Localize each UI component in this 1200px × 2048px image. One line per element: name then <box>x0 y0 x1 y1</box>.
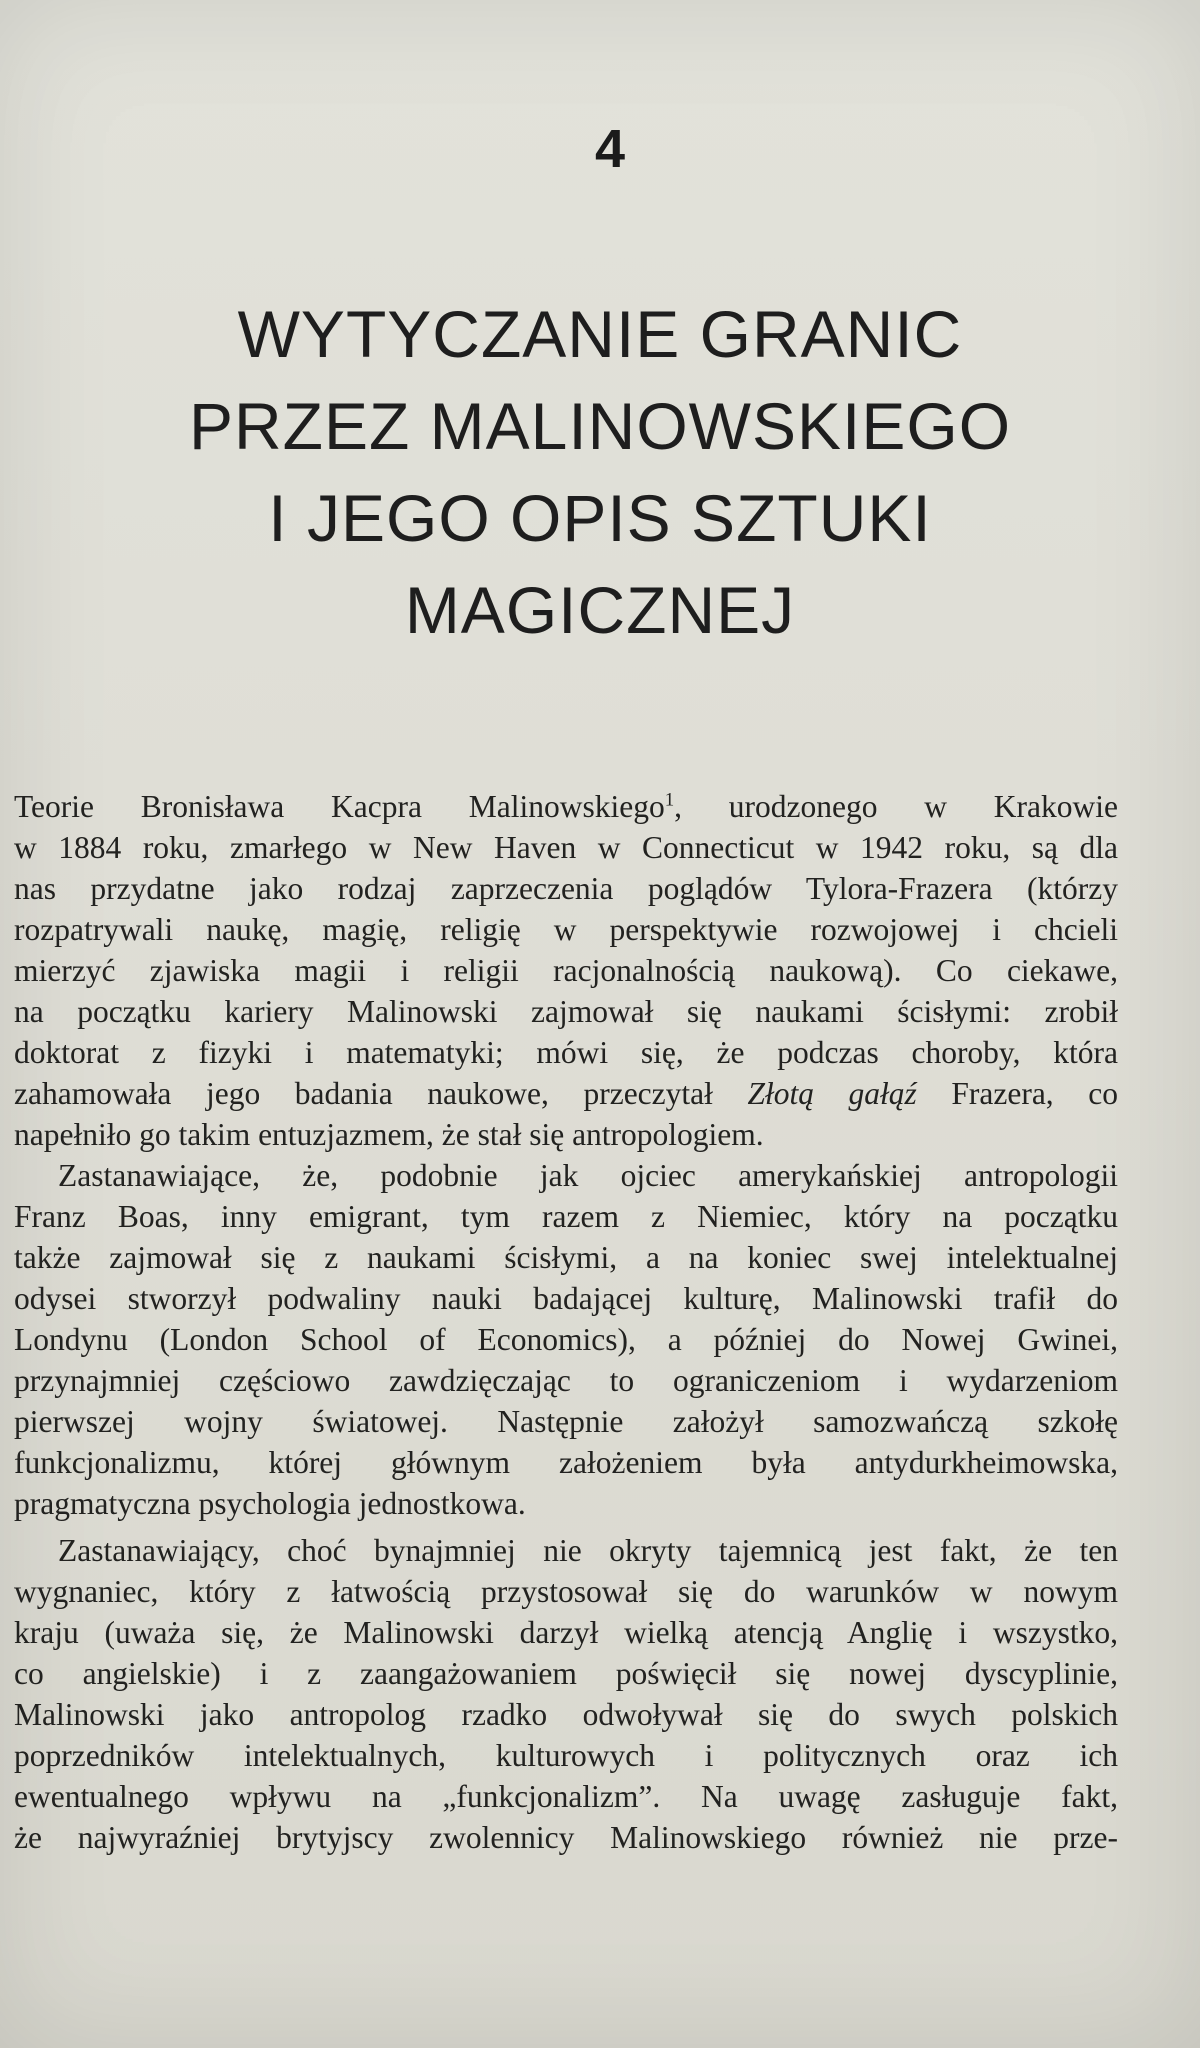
text-line: pierwszej wojny światowej. Następnie założył samozwańczą szkołę <box>14 1404 1118 1439</box>
text-line <box>14 786 1118 827</box>
chapter-title-line: MAGICZNEJ <box>404 573 796 647</box>
text-line: pragmatyczna psychologia jednostkowa. <box>14 1486 526 1521</box>
text-line: doktorat z fizyki i matematyki; mówi się, że podczas choroby, która <box>14 1035 1118 1070</box>
text-segment: Frazera, co <box>916 1076 1118 1111</box>
text-line: nas przydatne jako rodzaj zaprzeczenia poglądów Tylora-Frazera (którzy <box>14 871 1118 906</box>
chapter-title <box>100 288 1100 656</box>
paragraph <box>14 786 1118 1155</box>
text-line: wygnaniec, który z łatwością przystosował się do warunków w nowym <box>14 1574 1118 1609</box>
chapter-number: 4 <box>594 119 626 179</box>
chapter-title-line: I JEGO OPIS SZTUKI <box>268 481 932 555</box>
text-line: odysei stworzył podwaliny nauki badającej kulturę, Malinowski trafił do <box>14 1281 1118 1316</box>
text-line: Zastanawiający, choć bynajmniej nie okryty tajemnicą jest fakt, że ten <box>58 1533 1118 1568</box>
chapter-title-line: PRZEZ MALINOWSKIEGO <box>188 389 1012 463</box>
text-line: ewentualnego wpływu na „funkcjonalizm”. Na uwagę zasługuje fakt, <box>14 1779 1118 1814</box>
paragraph <box>14 1155 1118 1524</box>
text-line: funkcjonalizmu, której głównym założeniem była antydurkheimowska, <box>14 1445 1118 1480</box>
text-line <box>14 1073 1118 1114</box>
text-line: napełniło go takim entuzjazmem, że stał się antropologiem. <box>14 1117 764 1152</box>
text-line: Malinowski jako antropolog rzadko odwoływał się do swych polskich <box>14 1697 1118 1732</box>
text-line: przynajmniej częściowo zawdzięczając to ograniczeniom i wydarzeniom <box>14 1363 1118 1398</box>
text-line: poprzedników intelektualnych, kulturowych i politycznych oraz ich <box>14 1738 1118 1773</box>
chapter-title-line: WYTYCZANIE GRANIC <box>237 297 963 371</box>
book-title: Złotą gałąź <box>747 1076 917 1111</box>
text-line: Zastanawiające, że, podobnie jak ojciec amerykańskiej antropologii <box>58 1158 1118 1193</box>
text-line: w 1884 roku, zmarłego w New Haven w Connecticut w 1942 roku, są dla <box>14 830 1118 865</box>
text-line: Franz Boas, inny emigrant, tym razem z Niemiec, który na początku <box>14 1199 1118 1234</box>
text-line: co angielskie) i z zaangażowaniem poświęcił się nowej dyscyplinie, <box>14 1656 1118 1691</box>
text-line: kraju (uważa się, że Malinowski darzył wielką atencją Anglię i wszystko, <box>14 1615 1118 1650</box>
paragraph <box>14 1530 1118 1858</box>
text-segment: zahamowała jego badania naukowe, przeczytał <box>14 1076 713 1111</box>
text-segment: Teorie Bronisława Kacpra Malinowskiego <box>14 789 665 824</box>
text-line: także zajmował się z naukami ścisłymi, a na koniec swej intelektualnej <box>14 1240 1118 1275</box>
text-line: rozpatrywali naukę, magię, religię w perspektywie rozwojowej i chcieli <box>14 912 1118 947</box>
text-line: na początku kariery Malinowski zajmował się naukami ścisłymi: zrobił <box>14 994 1118 1029</box>
chapter-body <box>14 786 1118 1858</box>
text-line: Londynu (London School of Economics), a później do Nowej Gwinei, <box>14 1322 1118 1357</box>
footnote-marker[interactable]: 1 <box>664 789 675 811</box>
text-line: mierzyć zjawiska magii i religii racjonalnością naukową). Co ciekawe, <box>14 953 1118 988</box>
text-segment: , urodzonego w Krakowie <box>674 789 1118 824</box>
text-line: że najwyraźniej brytyjscy zwolennicy Malinowskiego również nie prze- <box>14 1820 1118 1855</box>
